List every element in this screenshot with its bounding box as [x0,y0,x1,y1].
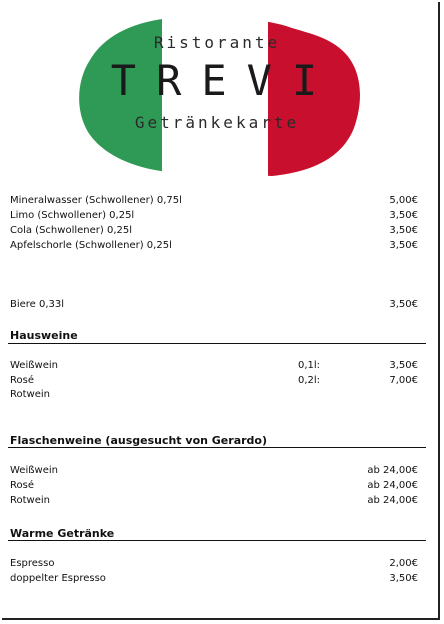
list-item: Rosé [10,480,34,491]
item-price: 3,50€ [389,225,418,236]
list-item: Weißwein [10,360,58,371]
item-price: ab 24,00€ [367,465,418,476]
item-price: 5,00€ [389,195,418,206]
item-price: 3,50€ [389,360,418,371]
item-price: 3,50€ [389,210,418,221]
item-price: 3,50€ [389,573,418,584]
list-item: Espresso [10,558,55,569]
item-size: 0,2l: [298,375,321,386]
section-heading: Flaschenweine (ausgesucht von Gerardo) [10,434,268,447]
list-item: Rotwein [10,495,50,506]
list-item: Limo (Schwollener) 0,25l [10,210,135,221]
item-size: 0,1l: [298,360,321,371]
section-divider [8,540,426,541]
item-price: 3,50€ [389,240,418,251]
title-block [72,8,362,176]
list-item: doppelter Espresso [10,573,106,584]
restaurant-label: Ristorante [153,33,281,52]
list-item: Mineralwasser (Schwollener) 0,75l [10,195,182,206]
item-price: 3,50€ [389,299,418,310]
list-item: Weißwein [10,465,58,476]
section-heading: Warme Getränke [10,527,115,540]
section-divider [8,343,426,344]
list-item: Apfelschorle (Schwollener) 0,25l [10,240,172,251]
item-price: 7,00€ [389,375,418,386]
menu-title: Getränkekarte [134,113,300,132]
list-item: Biere 0,33l [10,299,65,310]
item-price: ab 24,00€ [367,480,418,491]
list-item: Rosé [10,375,34,386]
item-price: 2,00€ [389,558,418,569]
list-item: Rotwein [10,389,50,400]
item-price: ab 24,00€ [367,495,418,506]
section-heading: Hausweine [10,329,78,342]
section-divider [8,447,426,448]
list-item: Cola (Schwollener) 0,25l [10,225,133,236]
restaurant-name: TREVI [110,56,338,105]
